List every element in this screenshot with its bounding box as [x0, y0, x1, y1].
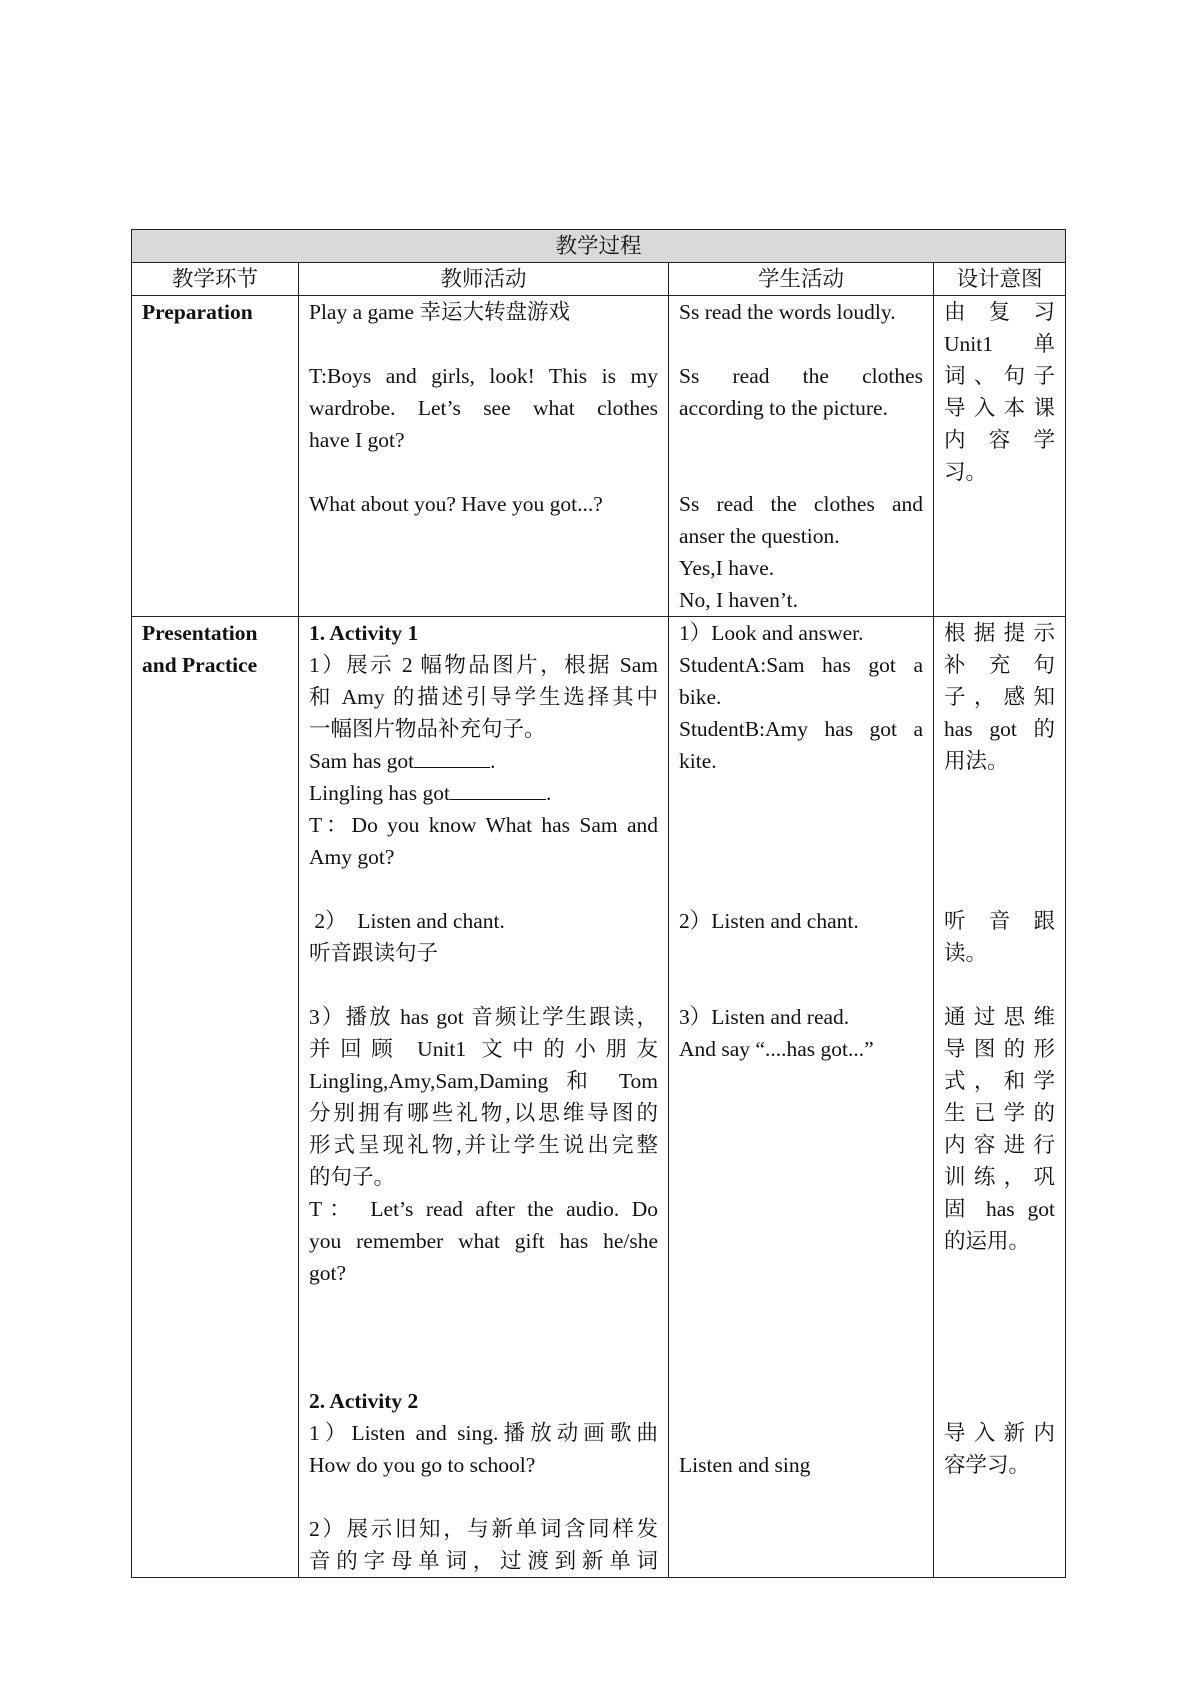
- student-line: StudentA:Sam has got a: [679, 653, 923, 677]
- lesson-process-table: [131, 229, 1066, 1578]
- presentation-design-intent: [934, 617, 1066, 1578]
- preparation-student-activity: [669, 296, 934, 617]
- intent-line: 词、句子: [944, 364, 1056, 388]
- student-line: 3）Listen and read.: [679, 1005, 850, 1029]
- teacher-line: 2）展示旧知，与新单词含同样发: [309, 1517, 658, 1541]
- stage-label: Preparation: [142, 300, 253, 324]
- table-title: 教学过程: [132, 230, 1066, 263]
- teacher-line: Amy got?: [309, 845, 395, 869]
- blank-line: [450, 777, 546, 800]
- teacher-line: T：Do you know What has Sam and: [309, 813, 658, 837]
- intent-line: 的运用。: [944, 1229, 1031, 1253]
- activity-1-title: 1. Activity 1: [309, 621, 419, 645]
- student-line: No, I haven’t.: [679, 588, 799, 612]
- student-line: Ss read the clothes and: [679, 492, 923, 516]
- teacher-line: 听音跟读句子: [309, 941, 439, 965]
- student-line: Ss read the clothes: [679, 364, 923, 388]
- fill-blank-text: Sam has got: [309, 749, 415, 773]
- intent-line: 读。: [944, 941, 988, 965]
- stage-label: Presentation: [142, 621, 258, 645]
- teacher-line: got?: [309, 1261, 347, 1285]
- teacher-line: 1）展示 2 幅物品图片，根据 Sam: [309, 653, 658, 677]
- intent-line: Unit1 单: [944, 332, 1056, 356]
- student-line: 2）Listen and chant.: [679, 909, 859, 933]
- activity-2-title: 2. Activity 2: [309, 1389, 419, 1413]
- student-line: Listen and sing: [679, 1453, 811, 1477]
- table-row-presentation: [132, 617, 1066, 1578]
- stage-preparation: [132, 296, 299, 617]
- teacher-line: 形式呈现礼物,并让学生说出完整: [309, 1133, 658, 1157]
- intent-line: 内容学: [944, 428, 1056, 452]
- intent-line: has got 的: [944, 717, 1056, 741]
- intent-line: 用法。: [944, 749, 1009, 773]
- teacher-line: have I got?: [309, 428, 405, 452]
- intent-line: 导入本课: [944, 396, 1056, 420]
- stage-presentation: [132, 617, 299, 1578]
- header-student-activity: 学生活动: [669, 263, 934, 296]
- student-line: kite.: [679, 749, 717, 773]
- teacher-line: 音的字母单词，过渡到新单词: [309, 1549, 658, 1573]
- intent-line: 补充句: [944, 653, 1056, 677]
- table-title-row: [132, 230, 1066, 263]
- blank-line: [414, 745, 490, 768]
- teacher-line: 3）播放 has got 音频让学生跟读，: [309, 1005, 658, 1029]
- fill-blank-sentence: [309, 745, 658, 777]
- teacher-line: 一幅图片物品补充句子。: [309, 717, 546, 741]
- teacher-line: 分别拥有哪些礼物,以思维导图的: [309, 1101, 658, 1125]
- header-stage: 教学环节: [132, 263, 299, 296]
- intent-line: 由复习: [944, 300, 1056, 324]
- intent-line: 生已学的: [944, 1101, 1056, 1125]
- student-line: And say “....has got...”: [679, 1037, 874, 1061]
- preparation-teacher-activity: [299, 296, 669, 617]
- fill-blank-sentence: [309, 777, 658, 809]
- intent-line: 通过思维: [944, 1005, 1056, 1029]
- intent-line: 习。: [944, 460, 988, 484]
- presentation-teacher-activity: [299, 617, 669, 1578]
- teacher-line: 1）Listen and sing.播放动画歌曲: [309, 1421, 658, 1445]
- student-line: StudentB:Amy has got a: [679, 717, 923, 741]
- student-line: Ss read the words loudly.: [679, 300, 896, 324]
- teacher-line: How do you go to school?: [309, 1453, 536, 1477]
- intent-line: 内容进行: [944, 1133, 1056, 1157]
- student-line: anser the question.: [679, 524, 840, 548]
- intent-line: 子，感知: [944, 685, 1056, 709]
- header-design-intent: 设计意图: [934, 263, 1066, 296]
- intent-line: 根据提示: [944, 621, 1056, 645]
- intent-line: 容学习。: [944, 1453, 1031, 1477]
- intent-line: 训练，巩: [944, 1165, 1056, 1189]
- student-line: Yes,I have.: [679, 556, 775, 580]
- header-teacher-activity: 教师活动: [299, 263, 669, 296]
- teacher-line: 的句子。: [309, 1165, 396, 1189]
- presentation-student-activity: [669, 617, 934, 1578]
- student-line: 1）Look and answer.: [679, 621, 864, 645]
- table-row-preparation: [132, 296, 1066, 617]
- intent-line: 听音跟: [944, 909, 1056, 933]
- student-line: according to the picture.: [679, 396, 888, 420]
- fill-blank-period: .: [490, 749, 496, 773]
- teacher-line: 2） Listen and chant.: [309, 909, 505, 933]
- intent-line: 导图的形: [944, 1037, 1056, 1061]
- intent-line: 导入新内: [944, 1421, 1056, 1445]
- teacher-line: What about you? Have you got...?: [309, 492, 603, 516]
- teacher-line: Lingling,Amy,Sam,Daming 和 Tom: [309, 1069, 658, 1093]
- teacher-line: you remember what gift has he/she: [309, 1229, 658, 1253]
- teacher-line: T:Boys and girls, look! This is my: [309, 364, 658, 388]
- intent-line: 固 has got: [944, 1197, 1056, 1221]
- teacher-line: Play a game 幸运大转盘游戏: [309, 300, 570, 324]
- fill-blank-text: Lingling has got: [309, 781, 450, 805]
- intent-line: 式，和学: [944, 1069, 1056, 1093]
- teacher-line: 并回顾 Unit1 文中的小朋友: [309, 1037, 658, 1061]
- stage-label: and Practice: [142, 653, 258, 677]
- student-line: bike.: [679, 685, 722, 709]
- teacher-line: T： Let’s read after the audio. Do: [309, 1197, 658, 1221]
- preparation-design-intent: [934, 296, 1066, 617]
- fill-blank-period: .: [545, 781, 552, 805]
- teacher-line: wardrobe. Let’s see what clothes: [309, 396, 658, 420]
- column-header-row: [132, 263, 1066, 296]
- teacher-line: 和 Amy 的描述引导学生选择其中: [309, 685, 658, 709]
